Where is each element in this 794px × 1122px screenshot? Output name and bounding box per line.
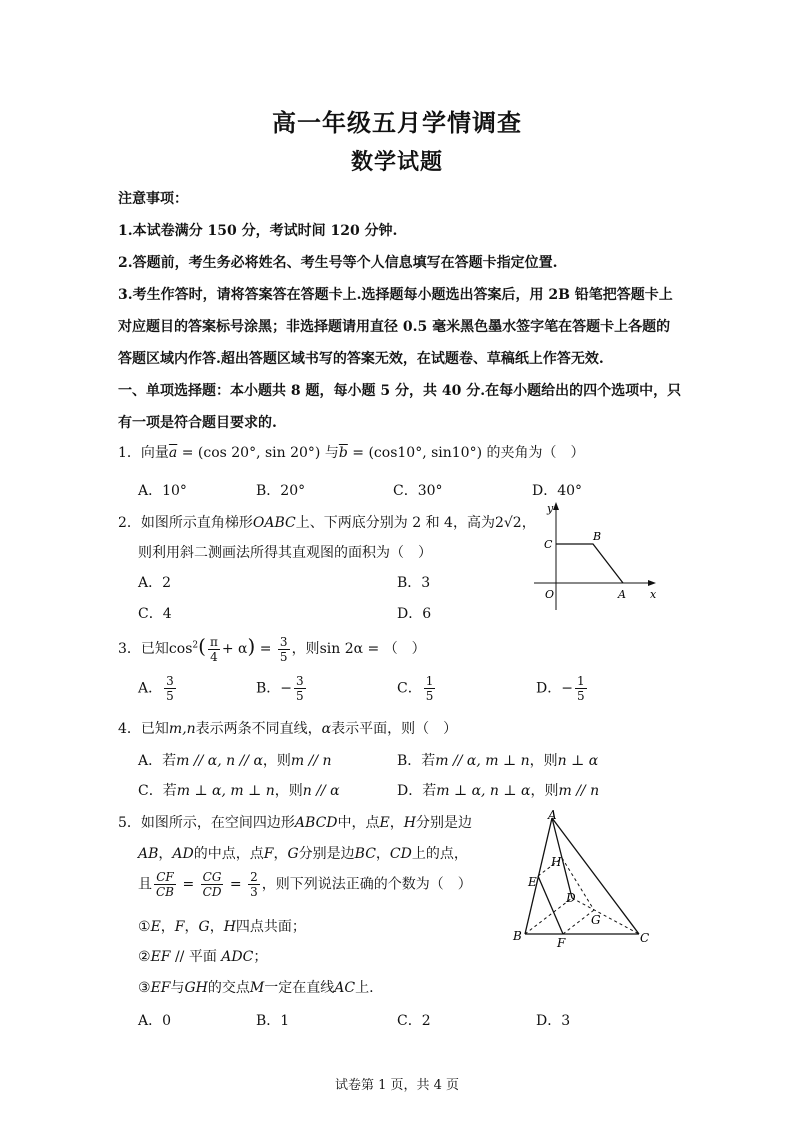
tetrahedron-figure	[505, 810, 655, 950]
label-e: E	[528, 875, 537, 889]
segment-ef	[538, 876, 563, 934]
q4-option-d[interactable]: D．若m ⊥ α, n ⊥ α，则m // n	[397, 783, 600, 799]
question-4: 4．已知m,n表示两条不同直线，α表示平面，则（ ）	[118, 721, 458, 737]
q3-option-a[interactable]: A． $\frac{3}{5}$	[138, 674, 174, 703]
note-3a: 3.考生作答时，请将答案答在答题卡上.选择题每小题选出答案后，用 2B 铅笔把答题卡上	[118, 287, 673, 303]
q2-option-c[interactable]: C．4	[138, 606, 172, 622]
vector-a: $\overline{a}$	[168, 445, 178, 461]
segment-fg	[563, 910, 594, 934]
section-heading-2: 有一项是符合题目要求的.	[118, 415, 277, 431]
trapezoid-figure	[530, 500, 658, 612]
note-3b: 对应题目的答案标号涂黑；非选择题请用直径 0.5 毫米黑色墨水签字笔在答题卡上各题的	[118, 319, 671, 335]
exam-title: 高一年级五月学情调查	[272, 108, 522, 137]
label-b: B	[593, 530, 602, 543]
label-a: A	[548, 810, 557, 822]
label-o: O	[545, 588, 555, 601]
label-x: x	[650, 588, 657, 601]
question-3: 3．已知$\cos^2$( $\frac{\pi}{4}$ + α) = $\frac{3}{5}$ ，则sin 2α = （ ）	[118, 634, 426, 664]
q2-option-b[interactable]: B．3	[397, 575, 431, 591]
q5-option-c[interactable]: C．2	[397, 1013, 431, 1029]
question-2-line2: 则利用斜二测画法所得其直观图的面积为（ ）	[138, 545, 432, 561]
label-b: B	[513, 929, 522, 943]
q5-option-b[interactable]: B．1	[256, 1013, 290, 1029]
vector-b: $\overline{b}$	[338, 445, 348, 461]
q4-option-a[interactable]: A．若m // α, n // α，则m // n	[138, 753, 332, 769]
q3-option-b[interactable]: B．− $\frac{3}{5}$	[256, 674, 304, 703]
question-5-line2: AB，AD的中点，点F，G分别是边BC，CD上的点，	[138, 846, 468, 862]
q4-option-b[interactable]: B．若m // α, m ⊥ n，则n ⊥ α	[397, 753, 599, 769]
question-1: 1．向量$\overline{a} = (\cos$ 20°, sin 20°) 与$\overline{b} = (\cos 10^\circ$, sin10°) 的夹角为（ ）	[118, 445, 585, 461]
q5-option-a[interactable]: A．0	[138, 1013, 172, 1029]
label-d: D	[566, 891, 576, 905]
page-footer: 试卷第 1 页，共 4 页	[334, 1078, 460, 1093]
note-1: 1.本试卷满分 150 分，考试时间 120 分钟.	[118, 223, 398, 239]
exam-subtitle: 数学试题	[350, 149, 443, 175]
label-a: A	[618, 588, 626, 601]
three-fifths: $\frac{3}{5}$	[279, 634, 288, 664]
q2-option-d[interactable]: D．6	[397, 606, 432, 622]
notes-heading: 注意事项：	[118, 191, 188, 207]
x-axis-arrow	[648, 580, 656, 586]
label-c: C	[544, 538, 553, 551]
question-5-statement-1: ①E，F，G，H四点共面；	[138, 919, 306, 935]
trapezoid-edges	[556, 544, 623, 583]
q1-option-d[interactable]: D．40°	[532, 483, 583, 499]
q5-option-d[interactable]: D．3	[536, 1013, 571, 1029]
pi-over-4: $\frac{\pi}{4}$	[209, 634, 218, 664]
q1-option-a[interactable]: A．10°	[138, 483, 187, 499]
q1-option-b[interactable]: B．20°	[256, 483, 306, 499]
label-g: G	[591, 913, 601, 927]
note-2: 2.答题前，考生务必将姓名、考生号等个人信息填写在答题卡指定位置.	[118, 255, 558, 271]
q3-option-c[interactable]: C． $\frac{1}{5}$	[397, 674, 434, 703]
question-5-statement-2: ②EF // 平面 ADC；	[138, 949, 268, 965]
section-heading-1: 一、单项选择题：本小题共 8 题，每小题 5 分，共 40 分.在每小题给出的四个选项中，只	[118, 383, 682, 399]
q3-option-d[interactable]: D．− $\frac{1}{5}$	[536, 674, 585, 703]
q1-option-c[interactable]: C．30°	[393, 483, 443, 499]
q2-option-a[interactable]: A．2	[138, 575, 172, 591]
label-f: F	[557, 936, 566, 950]
note-3c: 答题区域内作答.超出答题区域书写的答案无效，在试题卷、草稿纸上作答无效.	[118, 351, 604, 367]
y-axis-arrow	[553, 502, 559, 510]
q4-option-c[interactable]: C．若m ⊥ α, m ⊥ n，则n // α	[138, 783, 340, 799]
question-2-line1: 2．如图所示直角梯形OABC上、下两底分别为 2 和 4，高为2√2，	[118, 515, 536, 531]
edge-dc	[572, 898, 639, 934]
question-5-line1: 5．如图所示，在空间四边形ABCD中，点E，H分别是边	[118, 815, 472, 831]
label-h: H	[551, 855, 562, 869]
question-5-line3: 且 $\frac{CF}{CB}$ = $\frac{CG}{CD}$ = $\frac{2}{3}$ ，则下列说法正确的个数为（ ）	[138, 870, 472, 899]
label-c: C	[640, 931, 650, 945]
label-y: y	[547, 502, 554, 515]
question-5-statement-3: ③EF与GH的交点M一定在直线AC上.	[138, 980, 374, 996]
